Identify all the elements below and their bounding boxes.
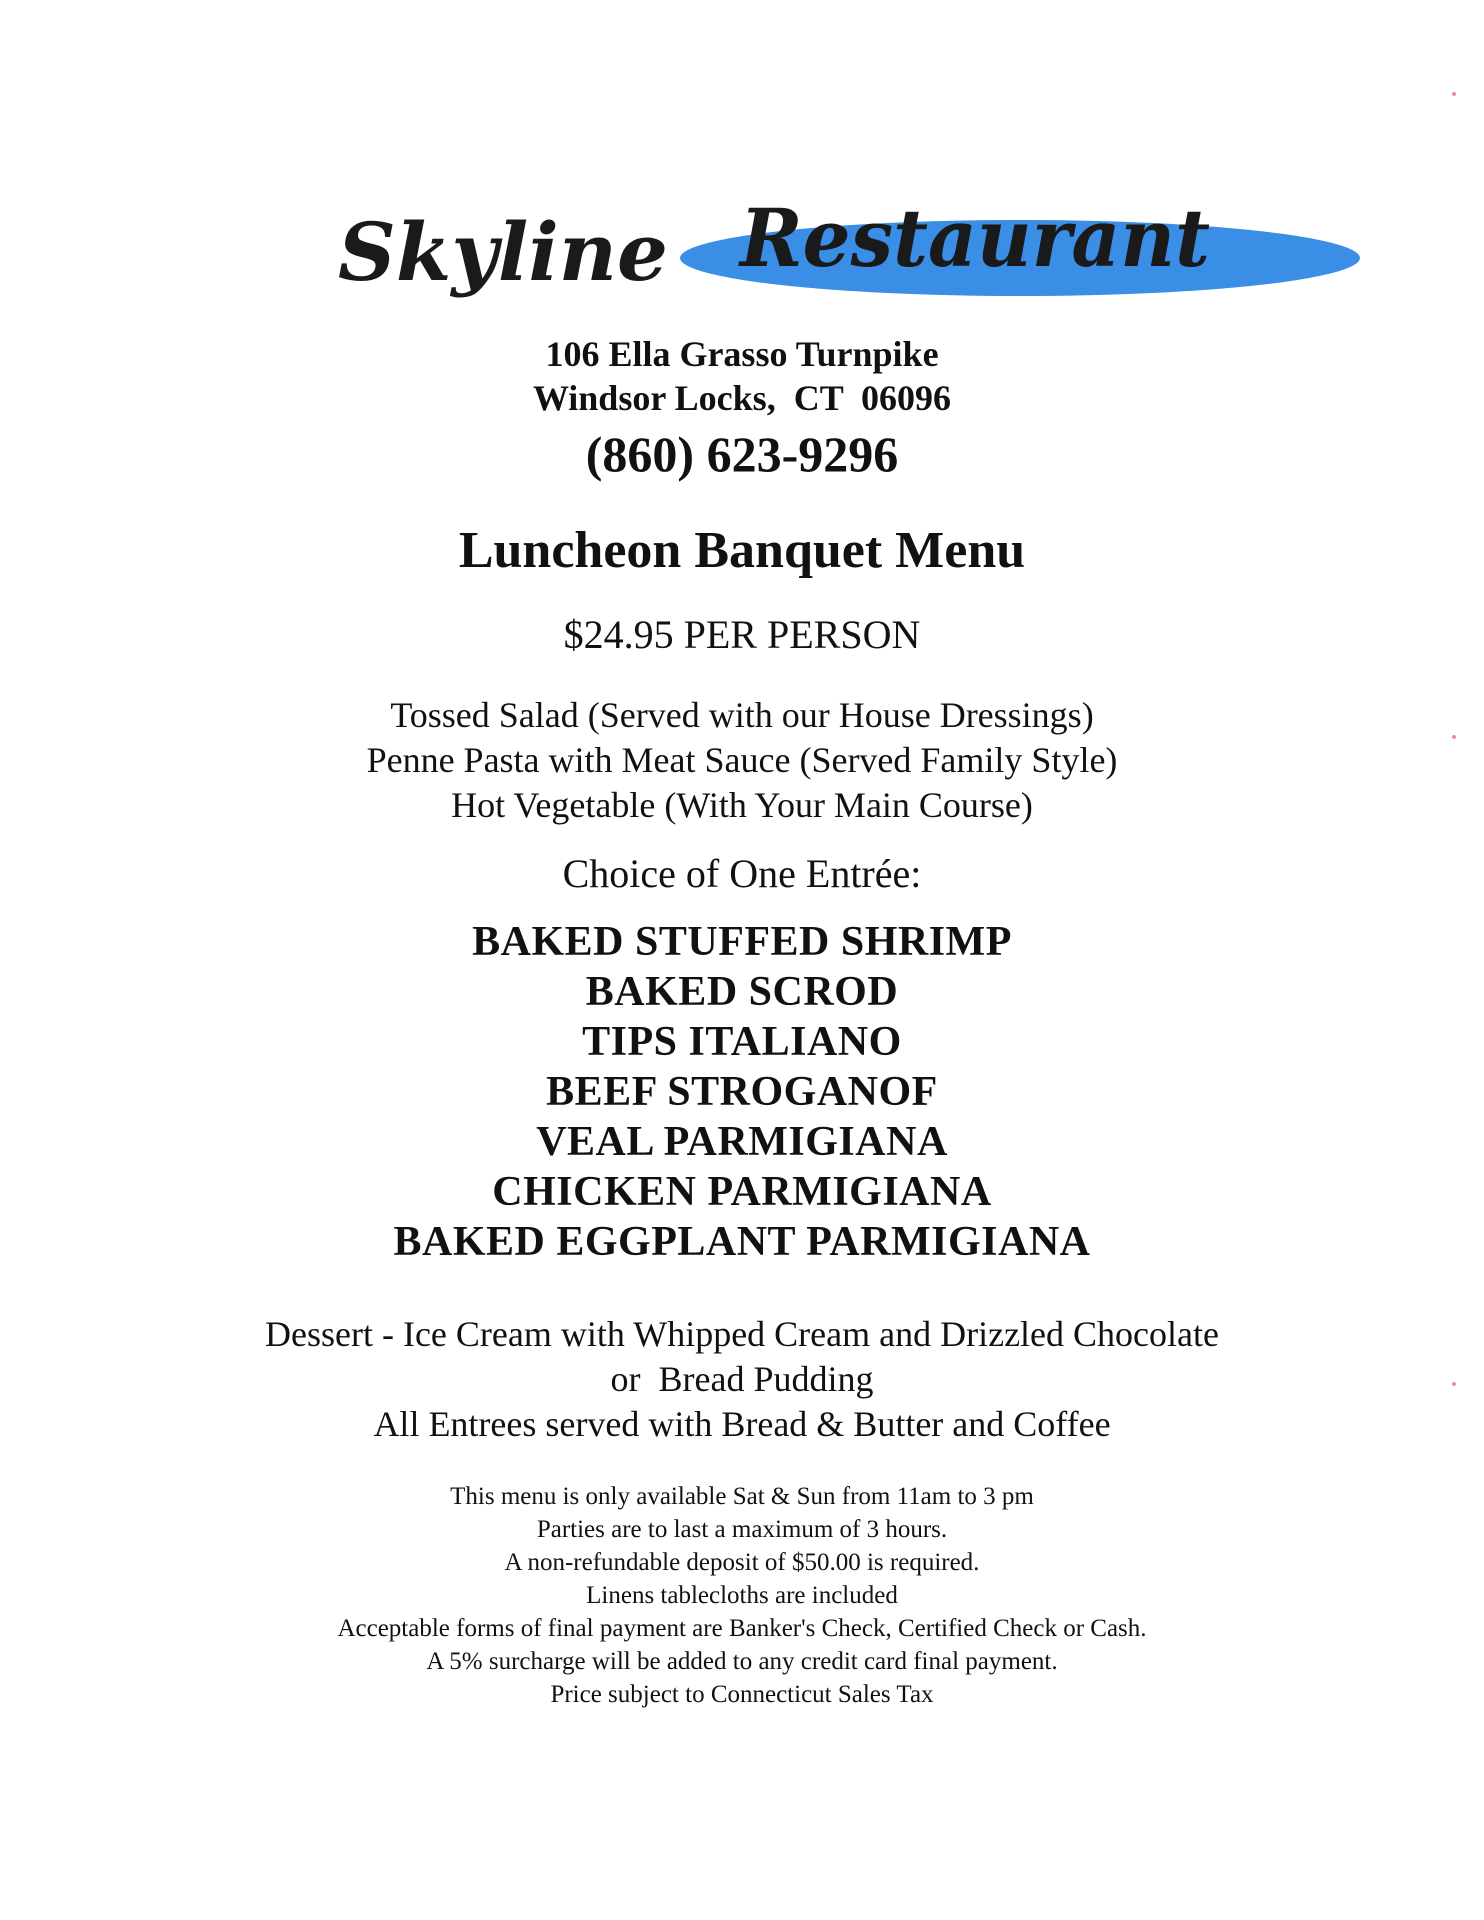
entree-item: VEAL PARMIGIANA <box>536 1119 948 1165</box>
logo-word-skyline: Skyline <box>338 205 668 299</box>
dessert-section <box>0 1312 1484 1447</box>
course-item: Penne Pasta with Meat Sauce (Served Family Style) <box>366 740 1118 780</box>
address-line-2: Windsor Locks, CT 06096 <box>532 378 952 418</box>
note-line: This menu is only available Sat & Sun from 11am to 3 pm <box>450 1483 1034 1510</box>
scan-speck <box>1452 1382 1456 1386</box>
course-list <box>0 693 1484 828</box>
note-line: Linens tablecloths are included <box>586 1582 898 1609</box>
terms-notes <box>0 1480 1484 1711</box>
note-line: Acceptable forms of final payment are Banker's Check, Certified Check or Cash. <box>337 1615 1147 1642</box>
price-per-person: $24.95 PER PERSON <box>563 612 921 657</box>
entree-item: CHICKEN PARMIGIANA <box>492 1169 992 1215</box>
logo-graphic <box>330 180 1370 320</box>
entree-item: BAKED SCROD <box>585 969 899 1015</box>
note-line: A non-refundable deposit of $50.00 is required. <box>504 1549 980 1576</box>
entree-item: BAKED STUFFED SHRIMP <box>472 919 1012 965</box>
dessert-line: or Bread Pudding <box>610 1359 874 1399</box>
entree-item: BEEF STROGANOF <box>546 1069 938 1115</box>
course-item: Tossed Salad (Served with our House Dressings) <box>390 695 1094 735</box>
logo-word-restaurant: Restaurant <box>738 191 1211 285</box>
address <box>0 332 1484 420</box>
note-line: Price subject to Connecticut Sales Tax <box>550 1681 934 1708</box>
note-line: Parties are to last a maximum of 3 hours. <box>536 1516 948 1543</box>
entree-item: TIPS ITALIANO <box>582 1019 902 1065</box>
entree-list <box>0 917 1484 1267</box>
dessert-line: Dessert - Ice Cream with Whipped Cream and Drizzled Chocolate <box>265 1314 1219 1354</box>
course-item: Hot Vegetable (With Your Main Course) <box>451 785 1033 825</box>
phone-number: (860) 623-9296 <box>585 426 899 482</box>
scan-speck <box>1452 735 1456 739</box>
menu-title: Luncheon Banquet Menu <box>458 522 1026 579</box>
address-line-1: 106 Ella Grasso Turnpike <box>545 334 939 374</box>
entree-item: BAKED EGGPLANT PARMIGIANA <box>393 1219 1091 1265</box>
scan-speck <box>1452 92 1456 96</box>
dessert-line: All Entrees served with Bread & Butter and Coffee <box>373 1404 1111 1444</box>
restaurant-logo <box>330 180 1370 320</box>
entree-choice-label: Choice of One Entrée: <box>562 851 922 896</box>
note-line: A 5% surcharge will be added to any credit card final payment. <box>426 1648 1058 1675</box>
